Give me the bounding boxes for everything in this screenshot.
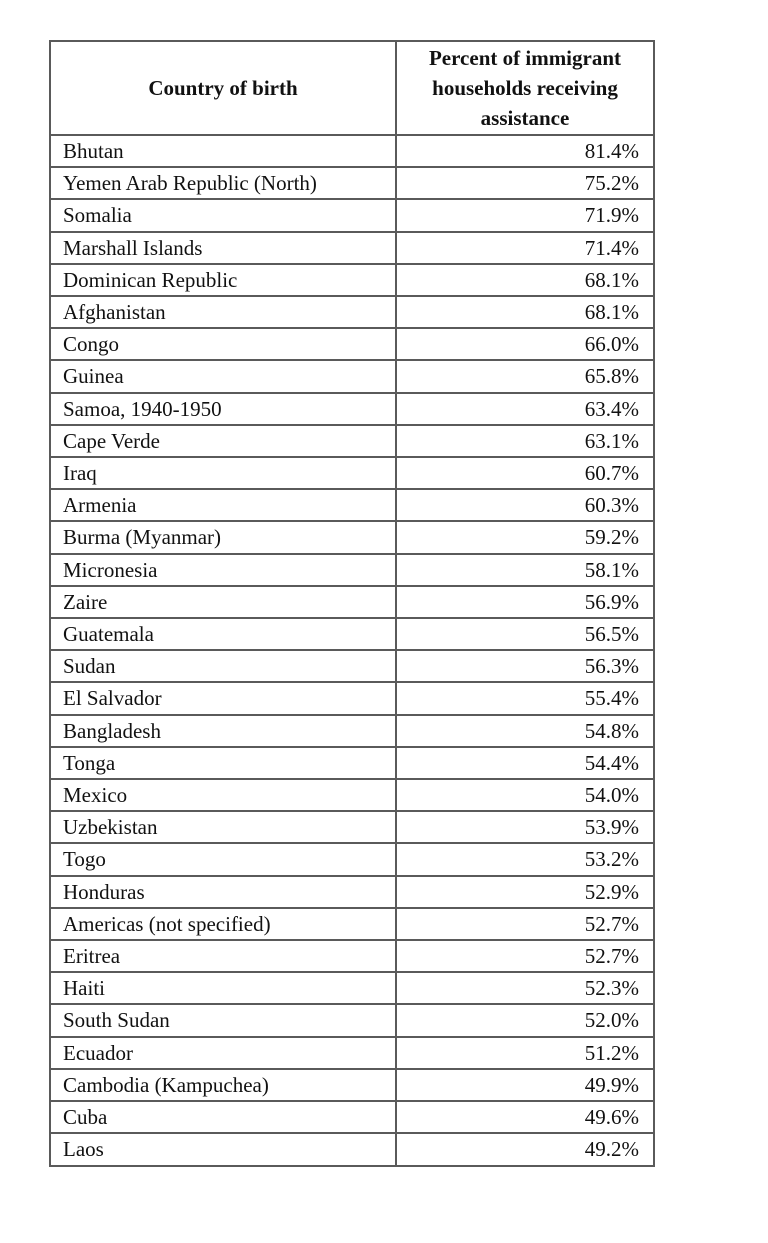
percent-cell: 49.2%: [396, 1133, 654, 1165]
country-cell: Uzbekistan: [50, 811, 396, 843]
table-row: [50, 489, 654, 521]
table-row: [50, 747, 654, 779]
header-row: [50, 41, 654, 135]
country-cell: Bhutan: [50, 135, 396, 167]
country-cell: Togo: [50, 843, 396, 875]
country-cell: Tonga: [50, 747, 396, 779]
country-cell: Ecuador: [50, 1037, 396, 1069]
table-row: [50, 521, 654, 553]
table-row: [50, 1004, 654, 1036]
country-cell: Eritrea: [50, 940, 396, 972]
country-cell: El Salvador: [50, 682, 396, 714]
table-row: [50, 135, 654, 167]
percent-cell: 52.9%: [396, 876, 654, 908]
country-cell: Guatemala: [50, 618, 396, 650]
table-row: [50, 360, 654, 392]
country-cell: Honduras: [50, 876, 396, 908]
table-row: [50, 425, 654, 457]
percent-cell: 71.9%: [396, 199, 654, 231]
table-row: [50, 457, 654, 489]
percent-cell: 54.4%: [396, 747, 654, 779]
percent-cell: 63.4%: [396, 393, 654, 425]
percent-cell: 54.0%: [396, 779, 654, 811]
country-cell: Zaire: [50, 586, 396, 618]
country-cell: Somalia: [50, 199, 396, 231]
table-row: [50, 1133, 654, 1165]
country-cell: Guinea: [50, 360, 396, 392]
percent-cell: 56.3%: [396, 650, 654, 682]
percent-cell: 71.4%: [396, 232, 654, 264]
country-cell: Cape Verde: [50, 425, 396, 457]
table-row: [50, 586, 654, 618]
table-row: [50, 554, 654, 586]
country-cell: Micronesia: [50, 554, 396, 586]
table-row: [50, 682, 654, 714]
column-header-country: Country of birth: [50, 41, 396, 135]
country-cell: Burma (Myanmar): [50, 521, 396, 553]
percent-cell: 56.9%: [396, 586, 654, 618]
percent-cell: 52.0%: [396, 1004, 654, 1036]
table-row: [50, 1037, 654, 1069]
table-row: [50, 393, 654, 425]
country-cell: Sudan: [50, 650, 396, 682]
country-cell: Haiti: [50, 972, 396, 1004]
table-row: [50, 1069, 654, 1101]
percent-cell: 63.1%: [396, 425, 654, 457]
immigrant-assistance-table: [49, 40, 655, 1167]
table-row: [50, 1101, 654, 1133]
country-cell: Armenia: [50, 489, 396, 521]
table-row: [50, 972, 654, 1004]
table-row: [50, 779, 654, 811]
column-header-percent: Percent of immigrant households receiving assistance: [396, 41, 654, 135]
percent-cell: 58.1%: [396, 554, 654, 586]
country-cell: Congo: [50, 328, 396, 360]
country-cell: Dominican Republic: [50, 264, 396, 296]
country-cell: Iraq: [50, 457, 396, 489]
country-cell: Laos: [50, 1133, 396, 1165]
country-cell: Mexico: [50, 779, 396, 811]
percent-cell: 66.0%: [396, 328, 654, 360]
percent-cell: 54.8%: [396, 715, 654, 747]
table-row: [50, 940, 654, 972]
percent-cell: 52.7%: [396, 908, 654, 940]
percent-cell: 51.2%: [396, 1037, 654, 1069]
country-cell: Americas (not specified): [50, 908, 396, 940]
table-row: [50, 715, 654, 747]
percent-cell: 52.7%: [396, 940, 654, 972]
percent-cell: 53.2%: [396, 843, 654, 875]
percent-cell: 53.9%: [396, 811, 654, 843]
percent-cell: 52.3%: [396, 972, 654, 1004]
percent-cell: 60.3%: [396, 489, 654, 521]
country-cell: South Sudan: [50, 1004, 396, 1036]
table-row: [50, 908, 654, 940]
table-row: [50, 296, 654, 328]
country-cell: Cambodia (Kampuchea): [50, 1069, 396, 1101]
table-row: [50, 650, 654, 682]
table-row: [50, 199, 654, 231]
percent-cell: 55.4%: [396, 682, 654, 714]
table-row: [50, 232, 654, 264]
country-cell: Afghanistan: [50, 296, 396, 328]
percent-cell: 65.8%: [396, 360, 654, 392]
country-cell: Marshall Islands: [50, 232, 396, 264]
table-row: [50, 876, 654, 908]
percent-cell: 75.2%: [396, 167, 654, 199]
table-body: [50, 135, 654, 1166]
percent-cell: 81.4%: [396, 135, 654, 167]
percent-cell: 68.1%: [396, 264, 654, 296]
country-cell: Cuba: [50, 1101, 396, 1133]
table-row: [50, 167, 654, 199]
country-cell: Bangladesh: [50, 715, 396, 747]
country-cell: Samoa, 1940-1950: [50, 393, 396, 425]
table-row: [50, 328, 654, 360]
percent-cell: 59.2%: [396, 521, 654, 553]
percent-cell: 68.1%: [396, 296, 654, 328]
table-row: [50, 264, 654, 296]
table-row: [50, 811, 654, 843]
table-row: [50, 618, 654, 650]
country-cell: Yemen Arab Republic (North): [50, 167, 396, 199]
percent-cell: 56.5%: [396, 618, 654, 650]
percent-cell: 60.7%: [396, 457, 654, 489]
table-row: [50, 843, 654, 875]
percent-cell: 49.6%: [396, 1101, 654, 1133]
percent-cell: 49.9%: [396, 1069, 654, 1101]
